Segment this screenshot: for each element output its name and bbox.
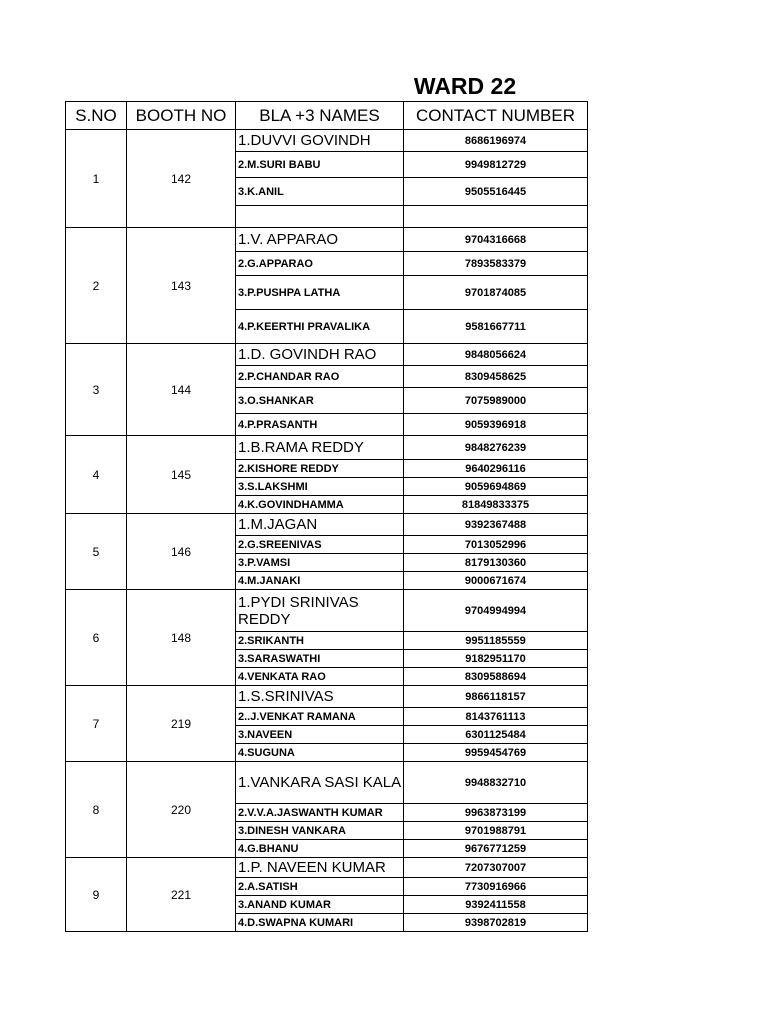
contact-number-cell: 8686196974 (404, 130, 588, 152)
member-name-cell: 2.M.SURI BABU (236, 152, 404, 178)
header-sno: S.NO (66, 102, 127, 130)
booth-number-cell: 145 (127, 436, 236, 514)
contact-number-cell: 9704316668 (404, 228, 588, 252)
member-name-cell: 1.VANKARA SASI KALA (236, 762, 404, 804)
member-name-cell: 3.ANAND KUMAR (236, 896, 404, 914)
table-row (66, 130, 588, 152)
contact-number-cell: 6301125484 (404, 726, 588, 744)
member-name-cell: 3.O.SHANKAR (236, 388, 404, 414)
header-names: BLA +3 NAMES (236, 102, 404, 130)
contact-number-cell: 9949812729 (404, 152, 588, 178)
serial-number-cell: 5 (66, 514, 127, 590)
member-name-cell: 2.KISHORE REDDY (236, 460, 404, 478)
member-name-cell: 1.D. GOVINDH RAO (236, 344, 404, 366)
booth-number-cell: 221 (127, 858, 236, 932)
table-row (66, 590, 588, 632)
member-name-cell: 1.V. APPARAO (236, 228, 404, 252)
member-name-cell: 1.P. NAVEEN KUMAR (236, 858, 404, 878)
contact-number-cell (404, 206, 588, 228)
member-name-cell: 4.SUGUNA (236, 744, 404, 762)
contact-number-cell: 7013052996 (404, 536, 588, 554)
contact-number-cell: 8143761113 (404, 708, 588, 726)
member-name-cell: 3.K.ANIL (236, 178, 404, 206)
contact-number-cell: 7730916966 (404, 878, 588, 896)
contact-number-cell: 9948832710 (404, 762, 588, 804)
contact-number-cell: 9059694869 (404, 478, 588, 496)
contact-number-cell: 9581667711 (404, 310, 588, 344)
contact-number-cell: 9676771259 (404, 840, 588, 858)
member-name-cell: 1.S.SRINIVAS (236, 686, 404, 708)
contact-number-cell: 9505516445 (404, 178, 588, 206)
table-body (66, 130, 588, 932)
member-name-cell: 4.D.SWAPNA KUMARI (236, 914, 404, 932)
table-row (66, 436, 588, 460)
header-row (66, 102, 588, 130)
contact-number-cell: 9848276239 (404, 436, 588, 460)
member-name-cell: 2.A.SATISH (236, 878, 404, 896)
contact-number-cell: 9000671674 (404, 572, 588, 590)
booth-number-cell: 144 (127, 344, 236, 436)
member-name-cell: 3.DINESH VANKARA (236, 822, 404, 840)
booth-number-cell: 220 (127, 762, 236, 858)
serial-number-cell: 4 (66, 436, 127, 514)
contact-number-cell: 9701988791 (404, 822, 588, 840)
table-row (66, 514, 588, 536)
booth-number-cell: 148 (127, 590, 236, 686)
member-name-cell: 1.M.JAGAN (236, 514, 404, 536)
member-name-cell: 2..J.VENKAT RAMANA (236, 708, 404, 726)
contact-number-cell: 9059396918 (404, 414, 588, 436)
table-row (66, 762, 588, 804)
serial-number-cell: 9 (66, 858, 127, 932)
member-name-cell: 4.P.PRASANTH (236, 414, 404, 436)
member-name-cell: 2.P.CHANDAR RAO (236, 366, 404, 388)
header-booth-no: BOOTH NO (127, 102, 236, 130)
serial-number-cell: 3 (66, 344, 127, 436)
contact-number-cell: 9392367488 (404, 514, 588, 536)
member-name-cell: 2.V.V.A.JASWANTH KUMAR (236, 804, 404, 822)
serial-number-cell: 7 (66, 686, 127, 762)
contact-number-cell: 7075989000 (404, 388, 588, 414)
contact-number-cell: 9701874085 (404, 276, 588, 310)
member-name-cell: 3.NAVEEN (236, 726, 404, 744)
contact-number-cell: 81849833375 (404, 496, 588, 514)
member-name-cell: 2.SRIKANTH (236, 632, 404, 650)
contact-number-cell: 9951185559 (404, 632, 588, 650)
member-name-cell: 4.P.KEERTHI PRAVALIKA (236, 310, 404, 344)
booth-number-cell: 146 (127, 514, 236, 590)
ward-table (65, 101, 588, 932)
member-name-cell: 3.P.PUSHPA LATHA (236, 276, 404, 310)
contact-number-cell: 9963873199 (404, 804, 588, 822)
contact-number-cell: 8309458625 (404, 366, 588, 388)
member-name-cell: 4.K.GOVINDHAMMA (236, 496, 404, 514)
contact-number-cell: 8309588694 (404, 668, 588, 686)
contact-number-cell: 9182951170 (404, 650, 588, 668)
member-name-cell (236, 206, 404, 228)
header-contact-number: CONTACT NUMBER (404, 102, 588, 130)
contact-number-cell: 8179130360 (404, 554, 588, 572)
member-name-cell: 4.VENKATA RAO (236, 668, 404, 686)
member-name-cell: 2.G.SREENIVAS (236, 536, 404, 554)
table-row (66, 686, 588, 708)
contact-number-cell: 9392411558 (404, 896, 588, 914)
member-name-cell: 1.PYDI SRINIVAS REDDY (236, 590, 404, 632)
table-row (66, 858, 588, 878)
member-name-cell: 3.SARASWATHI (236, 650, 404, 668)
serial-number-cell: 6 (66, 590, 127, 686)
booth-number-cell: 142 (127, 130, 236, 228)
member-name-cell: 3.P.VAMSI (236, 554, 404, 572)
member-name-cell: 3.S.LAKSHMI (236, 478, 404, 496)
table-row (66, 344, 588, 366)
member-name-cell: 1.DUVVI GOVINDH (236, 130, 404, 152)
serial-number-cell: 2 (66, 228, 127, 344)
booth-number-cell: 143 (127, 228, 236, 344)
contact-number-cell: 9959454769 (404, 744, 588, 762)
table-row (66, 228, 588, 252)
member-name-cell: 2.G.APPARAO (236, 252, 404, 276)
contact-number-cell: 9704994994 (404, 590, 588, 632)
page-title: WARD 22 (413, 73, 517, 99)
member-name-cell: 1.B.RAMA REDDY (236, 436, 404, 460)
contact-number-cell: 7207307007 (404, 858, 588, 878)
contact-number-cell: 7893583379 (404, 252, 588, 276)
contact-number-cell: 9848056624 (404, 344, 588, 366)
serial-number-cell: 8 (66, 762, 127, 858)
member-name-cell: 4.M.JANAKI (236, 572, 404, 590)
contact-number-cell: 9398702819 (404, 914, 588, 932)
serial-number-cell: 1 (66, 130, 127, 228)
member-name-cell: 4.G.BHANU (236, 840, 404, 858)
booth-number-cell: 219 (127, 686, 236, 762)
contact-number-cell: 9866118157 (404, 686, 588, 708)
contact-number-cell: 9640296116 (404, 460, 588, 478)
